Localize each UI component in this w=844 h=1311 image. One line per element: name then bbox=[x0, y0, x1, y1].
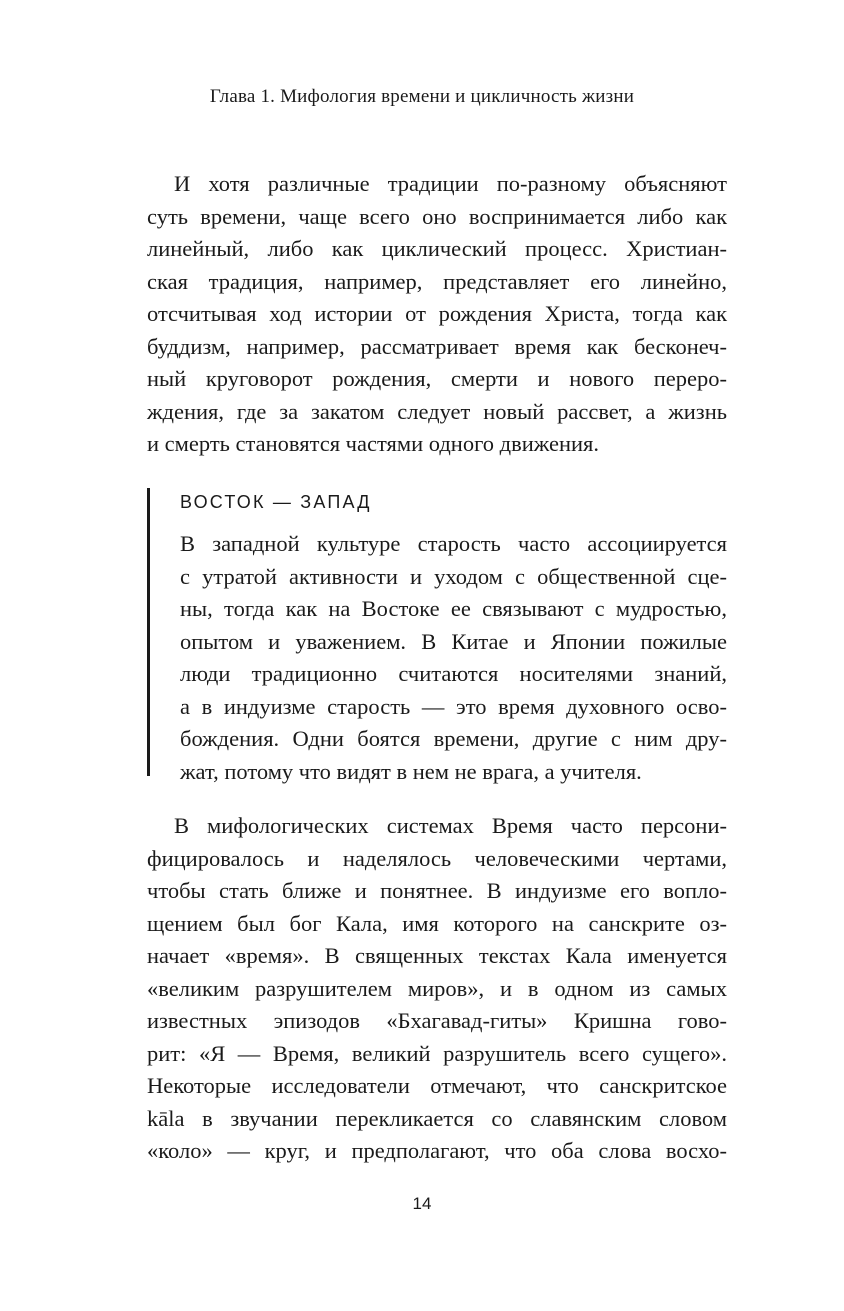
text-line: начает «время». В священных текстах Кала именуется bbox=[147, 943, 727, 968]
text-line: ны, тогда как на Востоке ее связывают с мудростью, bbox=[180, 596, 727, 621]
paragraph-intro bbox=[147, 168, 727, 461]
paragraph-mythology bbox=[147, 810, 727, 1168]
sidebar-heading: ВОСТОК — ЗАПАД bbox=[180, 492, 372, 512]
sidebar-vertical-rule bbox=[147, 488, 150, 776]
text-line: щением был бог Кала, имя которого на санскрите оз- bbox=[147, 910, 727, 936]
text-line: суть времени, чаще всего оно воспринимается либо как bbox=[147, 203, 727, 229]
text-line: ждения, где за закатом следует новый рассвет, а жизнь bbox=[147, 398, 727, 424]
text-line: жат, потому что видят в нем не врага, а учителя. bbox=[180, 758, 642, 784]
text-line: отсчитывая ход истории от рождения Христа, тогда как bbox=[147, 301, 727, 326]
text-line: В западной культуре старость часто ассоциируется bbox=[180, 531, 727, 556]
text-line: В мифологических системах Время часто персони- bbox=[174, 813, 727, 838]
text-line: буддизм, например, рассматривает время как бесконеч- bbox=[147, 333, 727, 359]
text-line: kāla в звучании перекликается со славянским словом bbox=[147, 1105, 727, 1131]
text-line: фицировалось и наделялось человеческими чертами, bbox=[147, 845, 727, 871]
text-line: «великим разрушителем миров», и в одном из самых bbox=[147, 975, 727, 1001]
text-line: опытом и уважением. В Китае и Японии пожилые bbox=[180, 628, 727, 654]
text-line: бождения. Одни боятся времени, другие с ним дру- bbox=[180, 726, 727, 751]
text-line: рит: «Я — Время, великий разрушитель всего сущего». bbox=[147, 1040, 727, 1066]
running-header: Глава 1. Мифология времени и цикличность жизни bbox=[209, 86, 635, 107]
text-line: люди традиционно считаются носителями знаний, bbox=[180, 661, 727, 686]
text-line: ный круговорот рождения, смерти и нового переро- bbox=[147, 366, 727, 391]
text-line: линейный, либо как циклический процесс. Христиан- bbox=[147, 236, 727, 261]
text-line: «коло» — круг, и предполагают, что оба слова восхо- bbox=[147, 1138, 727, 1163]
page-number: 14 bbox=[412, 1194, 432, 1213]
sidebar-body bbox=[180, 528, 727, 788]
text-line: ская традиция, например, представляет его линейно, bbox=[147, 268, 727, 294]
text-line: известных эпизодов «Бхагавад-гиты» Кришна гово- bbox=[147, 1008, 727, 1033]
text-line: и смерть становятся частями одного движения. bbox=[147, 431, 600, 456]
text-line: а в индуизме старость — это время духовного осво- bbox=[180, 693, 727, 719]
sidebar-box-east-west bbox=[147, 488, 727, 784]
text-line: И хотя различные традиции по-разному объясняют bbox=[174, 171, 727, 196]
text-line: Некоторые исследователи отмечают, что санскритское bbox=[147, 1073, 727, 1098]
text-line: с утратой активности и уходом с общественной сце- bbox=[180, 563, 727, 589]
text-line: чтобы стать ближе и понятнее. В индуизме его вопло- bbox=[147, 878, 727, 903]
